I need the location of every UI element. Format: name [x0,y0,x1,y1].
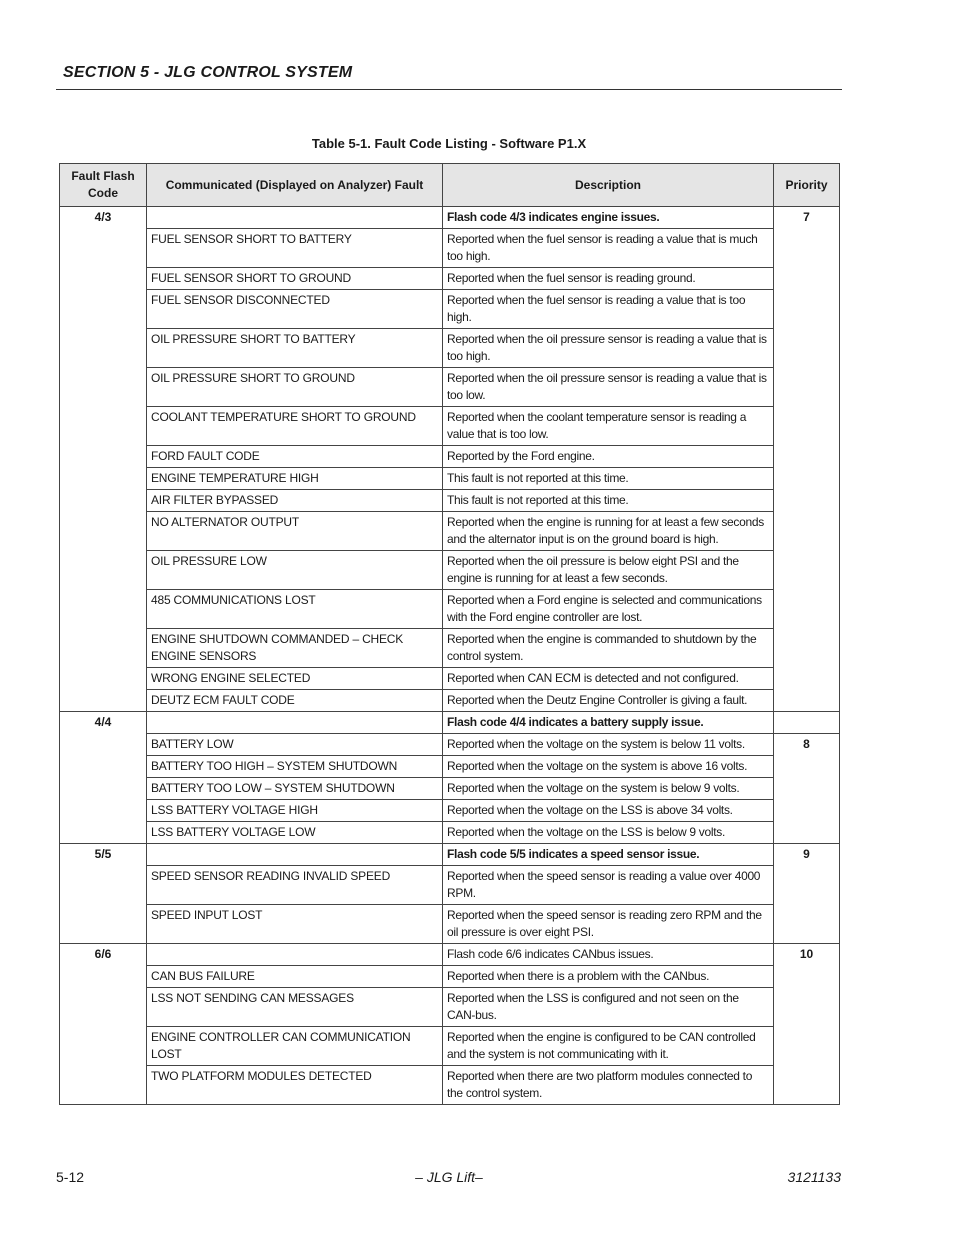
fault-name-cell: CAN BUS FAILURE [147,966,443,988]
fault-name-cell: 485 COMMUNICATIONS LOST [147,590,443,629]
col-header-priority: Priority [774,164,840,207]
description-cell: This fault is not reported at this time. [443,490,774,512]
fault-name-cell: SPEED SENSOR READING INVALID SPEED [147,866,443,905]
fault-name-cell [147,944,443,966]
footer-brand: – JLG Lift– [415,1169,483,1185]
description-cell: Reported when the oil pressure sensor is reading a value that is too low. [443,368,774,407]
description-cell: Reported when CAN ECM is detected and not configured. [443,668,774,690]
table-row [60,407,840,446]
description-cell: Reported when the voltage on the LSS is above 34 volts. [443,800,774,822]
description-cell: Reported when the voltage on the system is below 9 volts. [443,778,774,800]
priority-cell: 7 [774,207,840,712]
description-cell: Reported when the Deutz Engine Controller is giving a fault. [443,690,774,712]
header-rule [56,89,842,90]
fault-name-cell: BATTERY TOO HIGH – SYSTEM SHUTDOWN [147,756,443,778]
description-cell: Reported when the speed sensor is reading zero RPM and the oil pressure is over eight PSI. [443,905,774,944]
description-cell: Flash code 5/5 indicates a speed sensor issue. [443,844,774,866]
fault-name-cell: TWO PLATFORM MODULES DETECTED [147,1066,443,1105]
description-cell: Reported when the coolant temperature sensor is reading a value that is too low. [443,407,774,446]
priority-cell: 9 [774,844,840,944]
description-cell: Reported when a Ford engine is selected and communications with the Ford engine controller are lost. [443,590,774,629]
description-cell: Reported by the Ford engine. [443,446,774,468]
table-row [60,368,840,407]
table-row [60,822,840,844]
table-row [60,1066,840,1105]
table-row [60,800,840,822]
table-row [60,690,840,712]
page-number: 5-12 [56,1169,85,1185]
fault-name-cell: ENGINE CONTROLLER CAN COMMUNICATION LOST [147,1027,443,1066]
description-cell: Reported when the voltage on the system is above 16 volts. [443,756,774,778]
description-cell: Reported when the LSS is configured and not seen on the CAN-bus. [443,988,774,1027]
description-cell: Reported when the fuel sensor is reading ground. [443,268,774,290]
description-cell: Reported when the engine is configured to be CAN controlled and the system is not communicating with it. [443,1027,774,1066]
description-cell: This fault is not reported at this time. [443,468,774,490]
table-row [60,446,840,468]
description-cell: Reported when the speed sensor is reading a value over 4000 RPM. [443,866,774,905]
description-cell: Reported when the voltage on the system is below 11 volts. [443,734,774,756]
section-title: SECTION 5 - JLG CONTROL SYSTEM [63,64,353,81]
description-cell: Reported when the engine is commanded to shutdown by the control system. [443,629,774,668]
table-body [60,207,840,1105]
table-header [60,164,840,207]
col-header-flash-code: Fault Flash Code [60,164,147,207]
description-cell: Reported when the oil pressure sensor is reading a value that is too high. [443,329,774,368]
table-row [60,844,840,866]
fault-name-cell: BATTERY TOO LOW – SYSTEM SHUTDOWN [147,778,443,800]
table-row [60,229,840,268]
priority-cell-empty [774,712,840,734]
fault-name-cell: LSS BATTERY VOLTAGE HIGH [147,800,443,822]
fault-name-cell: FUEL SENSOR SHORT TO GROUND [147,268,443,290]
flash-code-cell: 4/3 [60,207,147,712]
fault-code-table [59,163,840,1105]
table-caption: Table 5-1. Fault Code Listing - Software P1.X [311,136,587,151]
fault-name-cell [147,207,443,229]
fault-name-cell: OIL PRESSURE LOW [147,551,443,590]
description-cell: Reported when there is a problem with the CANbus. [443,966,774,988]
table-row [60,590,840,629]
description-cell: Reported when there are two platform modules connected to the control system. [443,1066,774,1105]
fault-name-cell: OIL PRESSURE SHORT TO GROUND [147,368,443,407]
table-row [60,207,840,229]
fault-name-cell: LSS BATTERY VOLTAGE LOW [147,822,443,844]
fault-name-cell [147,712,443,734]
table-row [60,668,840,690]
table-row [60,712,840,734]
col-header-description: Description [443,164,774,207]
fault-name-cell: AIR FILTER BYPASSED [147,490,443,512]
table-row [60,1027,840,1066]
fault-name-cell: SPEED INPUT LOST [147,905,443,944]
table-row [60,905,840,944]
fault-name-cell: NO ALTERNATOR OUTPUT [147,512,443,551]
flash-code-cell: 5/5 [60,844,147,944]
description-cell: Reported when the fuel sensor is reading a value that is too high. [443,290,774,329]
priority-cell: 8 [774,734,840,844]
table-row [60,866,840,905]
table-row [60,966,840,988]
table-row [60,944,840,966]
table-row [60,329,840,368]
table-row [60,778,840,800]
fault-name-cell: FUEL SENSOR DISCONNECTED [147,290,443,329]
fault-name-cell: DEUTZ ECM FAULT CODE [147,690,443,712]
header-row [60,164,840,207]
priority-cell: 10 [774,944,840,1105]
document-number: 3121133 [787,1169,841,1185]
flash-code-cell: 4/4 [60,712,147,844]
table-row [60,988,840,1027]
col-header-fault: Communicated (Displayed on Analyzer) Fault [147,164,443,207]
table-row [60,629,840,668]
description-cell: Reported when the fuel sensor is reading a value that is much too high. [443,229,774,268]
table-row [60,468,840,490]
fault-name-cell: ENGINE TEMPERATURE HIGH [147,468,443,490]
table-row [60,290,840,329]
table-row [60,512,840,551]
description-cell: Reported when the oil pressure is below eight PSI and the engine is running for at least a few seconds. [443,551,774,590]
fault-name-cell: LSS NOT SENDING CAN MESSAGES [147,988,443,1027]
fault-name-cell: FUEL SENSOR SHORT TO BATTERY [147,229,443,268]
table-row [60,490,840,512]
table-row [60,268,840,290]
fault-name-cell: OIL PRESSURE SHORT TO BATTERY [147,329,443,368]
fault-name-cell [147,844,443,866]
fault-name-cell: ENGINE SHUTDOWN COMMANDED – CHECK ENGINE SENSORS [147,629,443,668]
fault-name-cell: BATTERY LOW [147,734,443,756]
fault-name-cell: WRONG ENGINE SELECTED [147,668,443,690]
table-row [60,551,840,590]
flash-code-cell: 6/6 [60,944,147,1105]
table-row [60,734,840,756]
description-cell: Reported when the engine is running for at least a few seconds and the alternator input is on the ground board is high. [443,512,774,551]
fault-name-cell: COOLANT TEMPERATURE SHORT TO GROUND [147,407,443,446]
table-row [60,756,840,778]
description-cell: Reported when the voltage on the LSS is below 9 volts. [443,822,774,844]
description-cell: Flash code 4/4 indicates a battery supply issue. [443,712,774,734]
description-cell: Flash code 6/6 indicates CANbus issues. [443,944,774,966]
description-cell: Flash code 4/3 indicates engine issues. [443,207,774,229]
fault-name-cell: FORD FAULT CODE [147,446,443,468]
